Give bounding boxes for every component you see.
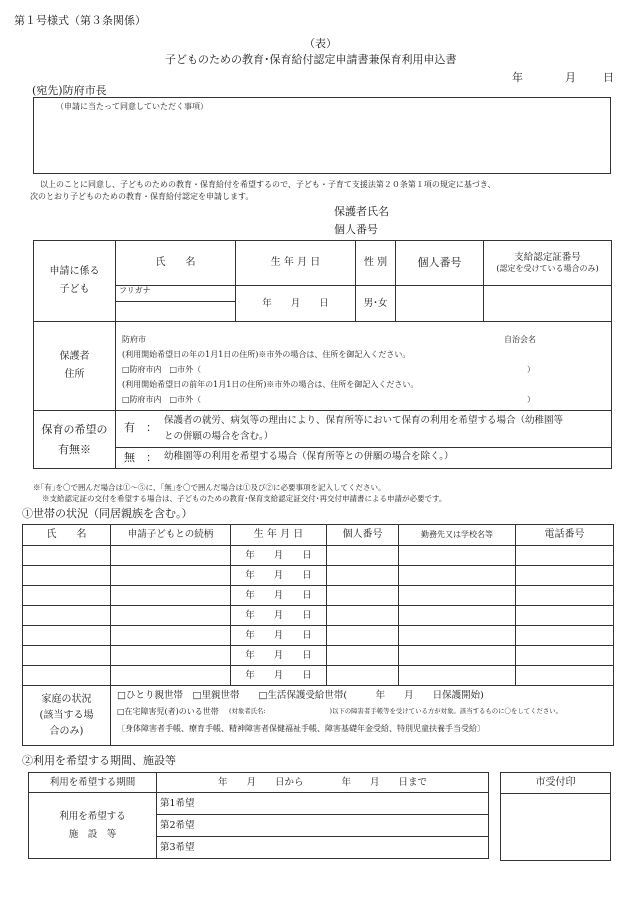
household-workplace-cell[interactable] xyxy=(399,646,516,666)
household-table xyxy=(22,524,614,746)
household-workplace-cell[interactable] xyxy=(399,546,516,566)
table-row xyxy=(23,546,614,566)
household-relation-cell[interactable] xyxy=(111,666,231,686)
child-furigana-label: フリガナ xyxy=(119,286,151,295)
consent-box-title: （申請に当たって同意していただく事項） xyxy=(56,102,208,111)
household-relation-cell[interactable] xyxy=(111,626,231,646)
household-mynumber-cell[interactable] xyxy=(327,566,399,586)
table-row xyxy=(23,566,614,586)
household-name-cell[interactable] xyxy=(23,586,111,606)
table-row xyxy=(23,646,614,666)
household-birth-cell[interactable]: 年 月 日 xyxy=(231,666,327,686)
table-row xyxy=(23,626,614,646)
household-birth-cell[interactable]: 年 月 日 xyxy=(231,606,327,626)
note-1: ※｢有｣を〇で囲んだ場合は①～⑤に、｢無｣を〇で囲んだ場合は①及び②に必要事項を記入してください。 xyxy=(33,483,386,492)
facility-label-2: 施 設 等 xyxy=(68,828,117,840)
household-name-cell[interactable] xyxy=(23,606,111,626)
guardian-address-note-2: (利用開始希望日の前年の1月1日の住所)※市外の場合は、住所を御記入ください。 xyxy=(122,380,419,389)
consent-statement-line1: 以上のことに同意し、子どものための教育・保育給付を希望するので、子ども・子育て支援法第２０条第１項の規定に基づき、 xyxy=(40,180,496,189)
family-status-cell[interactable] xyxy=(111,686,614,746)
child-col-mynumber: 個人番号 xyxy=(396,241,484,286)
form-title: 子どものための教育･保育給付認定申請書兼保育利用申込書 xyxy=(165,53,457,66)
consent-statement-line2: 次のとおり子どものための教育・保育給付認定を申請します。 xyxy=(30,192,254,201)
household-phone-cell[interactable] xyxy=(516,666,614,686)
guardian-label-1: 保護者 xyxy=(59,351,90,362)
family-status-line-2: □在宅障害児(者)のいる世帯 xyxy=(117,707,219,716)
household-birth-cell[interactable]: 年 月 日 xyxy=(231,646,327,666)
family-status-label-3: 合のみ) xyxy=(49,725,84,737)
nursery-no-cell[interactable] xyxy=(116,448,612,469)
household-workplace-cell[interactable] xyxy=(399,566,516,586)
guardian-address-cell[interactable] xyxy=(116,322,612,411)
nursery-label-cell xyxy=(34,411,116,469)
facility-label-cell xyxy=(29,793,157,859)
household-workplace-cell[interactable] xyxy=(399,606,516,626)
guardian-label-2: 住所 xyxy=(64,369,85,380)
family-status-line-2-note: (対象者氏名: )以下の障害者手帳等を受けている方が対象。該当するものに〇をしてください。 xyxy=(229,707,563,715)
child-col-sex: 性 別 xyxy=(356,241,396,286)
form-number: 第１号様式（第３条関係） xyxy=(14,14,146,27)
household-phone-cell[interactable] xyxy=(516,626,614,646)
child-mynumber-cell[interactable] xyxy=(396,286,484,322)
nursery-yes-cell[interactable] xyxy=(116,411,612,448)
nursery-no-label: 無 ： xyxy=(124,451,157,464)
table-row xyxy=(23,586,614,606)
child-col-support-note: (認定を受けている場合のみ) xyxy=(496,263,599,273)
household-relation-cell[interactable] xyxy=(111,586,231,606)
city-stamp-box xyxy=(500,772,611,861)
child-furigana-cell[interactable] xyxy=(116,286,236,302)
period-value[interactable]: 年 月 日から 年 月 日まで xyxy=(157,773,489,793)
household-mynumber-cell[interactable] xyxy=(327,546,399,566)
date-year: 年 xyxy=(512,71,523,84)
child-birth-cell[interactable] xyxy=(236,286,356,322)
facility-choice-1[interactable]: 第1希望 xyxy=(157,793,489,815)
household-relation-cell[interactable] xyxy=(111,606,231,626)
table-row xyxy=(23,666,614,686)
child-col-birth: 生 年 月 日 xyxy=(236,241,356,286)
guardian-personal-number-label: 個人番号 xyxy=(334,223,378,236)
nursery-no-text: 幼稚園等の利用を希望する場合（保育所等との併願の場合を除く。） xyxy=(164,451,454,462)
household-col-name: 氏 名 xyxy=(23,525,111,546)
child-col-name: 氏 名 xyxy=(116,241,236,286)
family-status-line-1: □ひとり親世帯 □里親世帯 □生活保護受給世帯( 年 月 日保護開始) xyxy=(117,690,484,701)
table-row xyxy=(23,606,614,626)
family-status-label-2: (該当する場 xyxy=(39,709,94,721)
family-status-line-3: 〔身体障害者手帳、療育手帳、精神障害者保健福祉手帳、障害基礎年金受給、特別児童扶養手当受給〕 xyxy=(117,724,485,733)
household-phone-cell[interactable] xyxy=(516,566,614,586)
household-col-birth: 生 年 月 日 xyxy=(231,525,327,546)
guardian-name-label: 保護者氏名 xyxy=(334,205,389,218)
household-name-cell[interactable] xyxy=(23,646,111,666)
nursery-label-2: 有無※ xyxy=(58,442,91,456)
facility-choice-3[interactable]: 第3希望 xyxy=(157,837,489,859)
household-col-mynumber: 個人番号 xyxy=(327,525,399,546)
child-name-cell[interactable] xyxy=(116,302,236,322)
application-table xyxy=(33,240,612,469)
nursery-yes-text-1: 保護者の就労、病気等の理由により、保育所等において保育の利用を希望する場合（幼稚園等 xyxy=(164,415,564,426)
household-workplace-cell[interactable] xyxy=(399,586,516,606)
nursery-yes-label: 有 ： xyxy=(124,421,157,434)
facility-label-1: 利用を希望する xyxy=(59,811,126,823)
family-status-label-cell xyxy=(23,686,111,746)
household-mynumber-cell[interactable] xyxy=(327,606,399,626)
household-birth-cell[interactable]: 年 月 日 xyxy=(231,566,327,586)
child-col-support xyxy=(484,241,612,286)
child-birth-value: 年 月 日 xyxy=(262,297,329,309)
guardian-address-note-1: (利用開始希望日の年の1月1日の住所)※市外の場合は、住所を御記入ください。 xyxy=(122,350,411,359)
household-mynumber-cell[interactable] xyxy=(327,666,399,686)
guardian-city: 防府市 xyxy=(122,335,146,344)
guardian-address-choice-1-end: ） xyxy=(527,365,535,374)
household-phone-cell[interactable] xyxy=(516,646,614,666)
household-name-cell[interactable] xyxy=(23,666,111,686)
household-phone-cell[interactable] xyxy=(516,546,614,566)
household-mynumber-cell[interactable] xyxy=(327,646,399,666)
household-col-phone: 電話番号 xyxy=(516,525,614,546)
household-col-relation: 申請子どもとの続柄 xyxy=(111,525,231,546)
household-relation-cell[interactable] xyxy=(111,646,231,666)
child-sex-value: 男･女 xyxy=(363,297,388,309)
note-2: ※支給認定証の交付を希望する場合は、子どものための教育･保育支給認定証交付･再交付申請書による申請が必要です。 xyxy=(42,494,447,503)
guardian-address-choice-2: □防府市内 □市外（ xyxy=(122,395,202,404)
household-col-workplace: 勤務先又は学校名等 xyxy=(399,525,516,546)
facility-table xyxy=(28,772,489,859)
guardian-address-choice-1: □防府市内 □市外（ xyxy=(122,365,202,374)
nursery-label-1: 保育の希望の xyxy=(41,422,108,436)
form-side-label: （表） xyxy=(304,37,337,50)
guardian-association: 自治会名 xyxy=(504,335,536,344)
facility-section-title: ②利用を希望する期間、施設等 xyxy=(22,754,176,767)
facility-choice-2[interactable]: 第2希望 xyxy=(157,815,489,837)
household-mynumber-cell[interactable] xyxy=(327,586,399,606)
child-sex-cell[interactable] xyxy=(356,286,396,322)
household-birth-cell[interactable]: 年 月 日 xyxy=(231,586,327,606)
child-label-2: 子ども xyxy=(59,284,90,295)
household-phone-cell[interactable] xyxy=(516,586,614,606)
household-name-cell[interactable] xyxy=(23,566,111,586)
household-workplace-cell[interactable] xyxy=(399,666,516,686)
household-relation-cell[interactable] xyxy=(111,546,231,566)
consent-box xyxy=(33,97,611,174)
date-month: 月 xyxy=(565,71,576,84)
household-relation-cell[interactable] xyxy=(111,566,231,586)
household-workplace-cell[interactable] xyxy=(399,626,516,646)
household-name-cell[interactable] xyxy=(23,626,111,646)
household-birth-cell[interactable]: 年 月 日 xyxy=(231,626,327,646)
period-label: 利用を希望する期間 xyxy=(29,773,157,793)
child-label-1: 申請に係る xyxy=(49,266,100,277)
guardian-address-choice-2-end: ） xyxy=(527,395,535,404)
household-mynumber-cell[interactable] xyxy=(327,626,399,646)
addressee: (宛先)防府市長 xyxy=(32,84,107,97)
household-birth-cell[interactable]: 年 月 日 xyxy=(231,546,327,566)
child-label-cell xyxy=(34,241,116,322)
household-phone-cell[interactable] xyxy=(516,606,614,626)
household-name-cell[interactable] xyxy=(23,546,111,566)
city-stamp-label: 市受付印 xyxy=(501,773,610,794)
nursery-yes-text-2: との併願の場合を含む。） xyxy=(164,431,274,442)
household-section-title: ①世帯の状況（同居親族を含む。） xyxy=(22,507,193,520)
child-col-support-title: 支給認定証番号 xyxy=(514,252,581,264)
child-support-number-cell[interactable] xyxy=(484,286,612,322)
family-status-label-1: 家庭の状況 xyxy=(41,693,92,705)
date-day: 日 xyxy=(603,71,614,84)
guardian-label-cell xyxy=(34,322,116,411)
